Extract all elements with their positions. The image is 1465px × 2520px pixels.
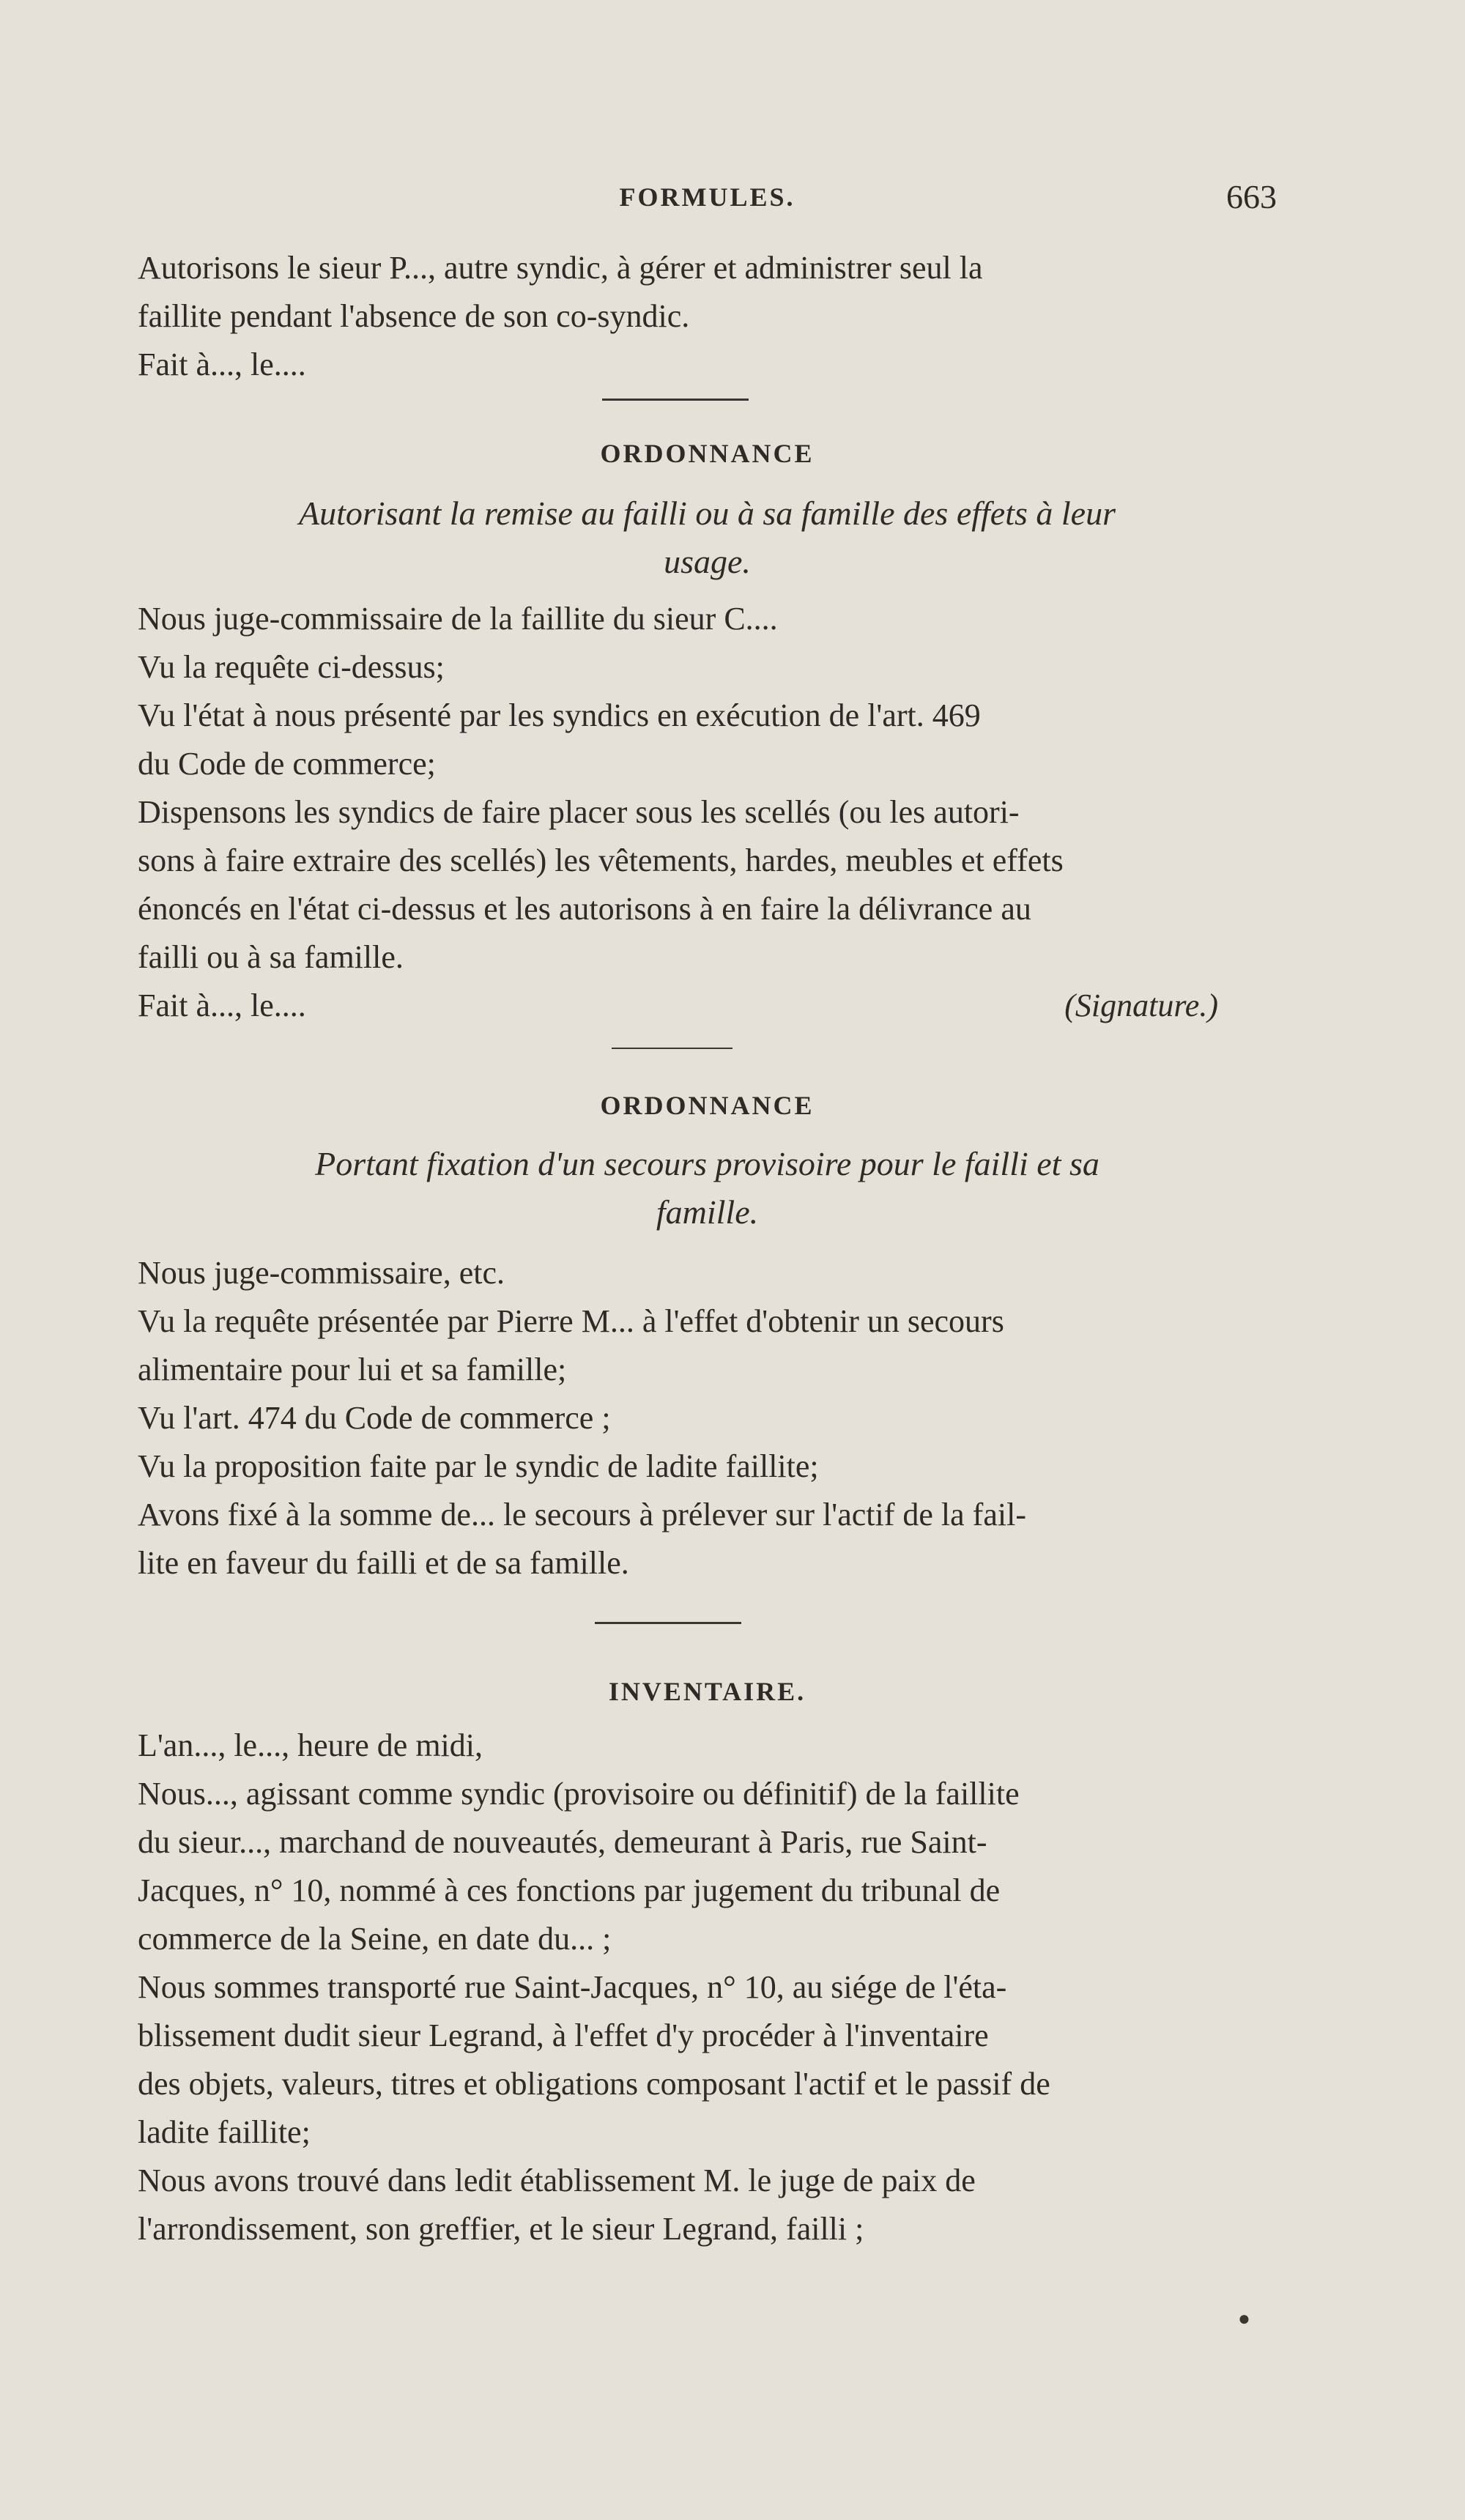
section-body	[138, 595, 1277, 1030]
continuation-text	[138, 244, 1277, 389]
text-line: Fait à..., le....	[138, 346, 306, 382]
text-line: Autorisons le sieur P..., autre syndic, à gérer et administrer seul la	[138, 250, 983, 286]
text-line: Nous juge-commissaire de la faillite du sieur C....	[138, 601, 778, 637]
section-subtitle	[138, 489, 1277, 586]
text-line: du sieur..., marchand de nouveautés, demeurant à Paris, rue Saint-	[138, 1824, 987, 1860]
text-line: blissement dudit sieur Legrand, à l'effet d'y procéder à l'inventaire	[138, 2017, 989, 2053]
text-line: alimentaire pour lui et sa famille;	[138, 1352, 567, 1387]
text-line: Nous..., agissant comme syndic (provisoire ou définitif) de la faillite	[138, 1776, 1020, 1812]
text-line: Nous juge-commissaire, etc.	[138, 1255, 505, 1291]
section-body	[138, 1249, 1277, 1587]
text-line: L'an..., le..., heure de midi,	[138, 1727, 483, 1763]
section-body	[138, 1722, 1277, 2253]
page-number: 663	[1226, 178, 1277, 215]
running-head: FORMULES.	[619, 182, 795, 212]
text-line: failli ou à sa famille.	[138, 939, 404, 975]
section-divider	[612, 1048, 732, 1049]
subtitle-line: Portant fixation d'un secours provisoire pour le failli et sa	[315, 1145, 1099, 1182]
subtitle-line: usage.	[664, 543, 751, 580]
section-title: ORDONNANCE	[600, 1091, 815, 1120]
text-line: Nous avons trouvé dans ledit établissement M. le juge de paix de	[138, 2163, 976, 2198]
text-line: Jacques, n° 10, nommé à ces fonctions par jugement du tribunal de	[138, 1872, 1001, 1908]
text-line: Vu la requête présentée par Pierre M... à l'effet d'obtenir un secours	[138, 1303, 1004, 1339]
text-line: commerce de la Seine, en date du... ;	[138, 1921, 612, 1957]
page-header	[138, 178, 1277, 226]
section-title: INVENTAIRE.	[608, 1677, 806, 1706]
text-line: ladite faillite;	[138, 2114, 311, 2150]
ink-speck-icon: ●	[1238, 2308, 1250, 2330]
signature: (Signature.)	[1064, 987, 1218, 1023]
text-line: faillite pendant l'absence de son co-syndic.	[138, 298, 690, 334]
text-line: l'arrondissement, son greffier, et le sieur Legrand, failli ;	[138, 2211, 864, 2247]
text-line: Vu l'art. 474 du Code de commerce ;	[138, 1400, 611, 1436]
text-line: Dispensons les syndics de faire placer sous les scellés (ou les autori-	[138, 794, 1020, 830]
section-divider	[602, 399, 749, 401]
closing-text: Fait à..., le....	[138, 987, 306, 1023]
text-line: sons à faire extraire des scellés) les vêtements, hardes, meubles et effets	[138, 842, 1064, 878]
text-line: Vu l'état à nous présenté par les syndics en exécution de l'art. 469	[138, 697, 981, 733]
section-subtitle	[138, 1140, 1277, 1237]
section-title: ORDONNANCE	[600, 439, 815, 468]
text-line: des objets, valeurs, titres et obligations composant l'actif et le passif de	[138, 2066, 1050, 2102]
text-line: énoncés en l'état ci-dessus et les autorisons à en faire la délivrance au	[138, 891, 1031, 927]
text-line: du Code de commerce;	[138, 746, 436, 782]
text-line: Avons fixé à la somme de... le secours à prélever sur l'actif de la fail-	[138, 1497, 1026, 1533]
subtitle-line: famille.	[656, 1193, 759, 1231]
section-divider	[595, 1622, 741, 1624]
subtitle-line: Autorisant la remise au failli ou à sa famille des effets à leur	[298, 494, 1116, 532]
text-line: Vu la requête ci-dessus;	[138, 649, 445, 685]
closing-line	[138, 982, 1277, 1030]
text-line: Vu la proposition faite par le syndic de ladite faillite;	[138, 1448, 819, 1484]
text-line: lite en faveur du failli et de sa famille.	[138, 1545, 629, 1581]
text-line: Nous sommes transporté rue Saint-Jacques, n° 10, au siége de l'éta-	[138, 1969, 1007, 2005]
